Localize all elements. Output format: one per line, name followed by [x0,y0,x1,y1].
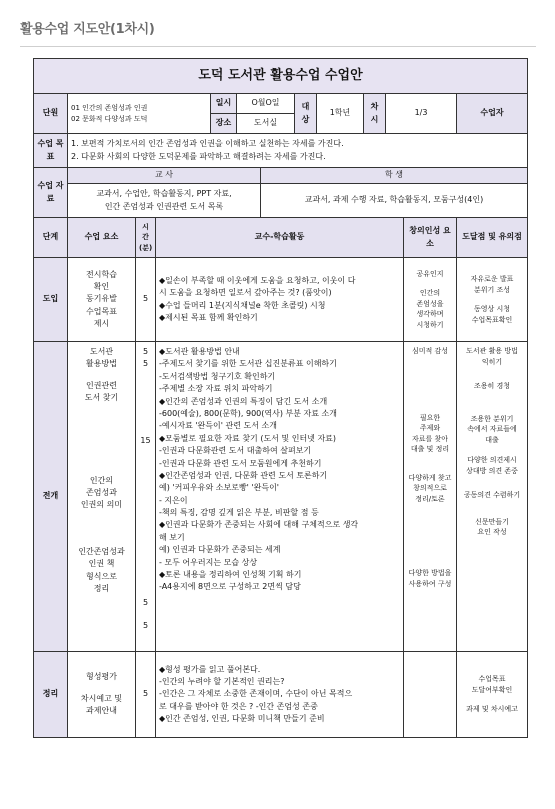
col-notes: 도달점 및 유의점 [457,218,528,258]
activity-line: 예) 인권과 다문화가 존중되는 세계 [159,545,281,555]
period-value: 1/3 [386,94,457,134]
activity-line: 예) '커피우유와 소보로빵' '완득이' [159,483,280,493]
stage-intro: 도입 [34,258,68,342]
date-label: 일시 [211,94,237,114]
plan-title: 도덕 도서관 활용수업 수업안 [34,59,528,94]
lesson-plan-table [33,58,528,738]
element-line: 존엄성과 [86,487,117,497]
note-line: 동영상 시청 [473,305,511,313]
element-line: 도서관 [89,347,114,356]
closing-elements [68,652,136,738]
element-line: 형성평가 [86,672,117,682]
document-header: 활용수업 지도안(1차시) [20,22,155,37]
activity-line: -600(예술), 800(문학), 900(역사) 부분 자료 소개 [159,408,337,418]
note-line: 다양한 의견제시 [467,456,517,464]
col-stage: 단계 [34,218,68,258]
activity-line: -인간의 누려야 할 기본적인 권리는? [159,676,285,686]
col-creative: 창의인성 요소 [404,218,457,258]
unit-lesson-2: 02 문화적 다양성과 도덕 [71,114,148,123]
creative-line: 시청하기 [416,320,444,329]
element-line: 인권 책 [88,559,115,569]
intro-notes [457,258,528,342]
creative-line: 존엄성을 [416,299,444,308]
element-line: 확인 [93,281,110,291]
creative-line: 사용하여 구성 [408,579,452,588]
activity-line: 시 도움을 요청하면 일로서 갚아주는 것? (품앗이) [159,288,332,298]
element-line: 정리 [93,583,110,593]
activity-line: ◆인권과 다문화가 존중되는 사회에 대해 구체적으로 생각 [159,520,359,530]
activity-line: - 모두 어우러지는 모습 상상 [159,557,258,567]
header-divider [20,46,536,47]
note-line: 수업목표확인 [471,315,513,324]
col-activity: 교수-학습활동 [156,218,404,258]
creative-line: 생각하며 [416,310,444,319]
element-line: 제시 [93,319,110,329]
activity-line: 해 보기 [159,532,185,542]
creative-line: 다양하게 찾고 [408,473,452,482]
creative-line: 필요한 [419,413,441,422]
activity-line: -책의 특징, 감명 깊게 읽은 부분, 비판할 점 등 [159,508,319,518]
unit-lesson-1: 01 인간의 존엄성과 인권 [71,104,148,112]
element-line: 전시학습 [86,269,117,279]
note-line: 자유로운 발표 [470,275,514,283]
stage-development: 전개 [34,342,68,652]
stage-closing: 정리 [34,652,68,738]
time-value: 5 [142,620,149,630]
goal-item: 1. 보편적 가치로서의 인간 존엄성과 인권을 이해하고 실천하는 자세를 가진다. [71,139,344,149]
activity-line: - 지은이 [159,495,188,505]
closing-time: 5 [136,652,156,738]
materials-teacher-header: 교 사 [68,168,261,184]
element-line: 활용방법 [86,359,117,369]
goals-list [68,134,528,168]
teacher-label: 수업자 [457,94,528,134]
note-line: 공동의견 수렴하기 [463,491,521,499]
activity-line: ◆수업 들머리 1분(지식채널e 착한 초콜릿) 시청 [159,300,326,310]
note-line: 조용히 경청 [473,382,511,390]
col-element: 수업 요소 [68,218,136,258]
date-value: O월O일 [237,94,295,114]
activity-line: ◆모둠별로 필요한 자료 찾기 (도서 및 인터넷 자료) [159,433,337,443]
element-line: 차시예고 및 [80,693,123,703]
activity-line: ◆인간존엄성과 인권, 다문화 관련 도서 토론하기 [159,470,328,480]
development-creative [404,342,457,652]
development-notes [457,342,528,652]
creative-line: 자료를 찾아 [411,434,449,443]
period-label: 차시 [364,94,386,134]
closing-activities [156,652,404,738]
target-value: 1학년 [317,94,364,134]
activity-line: 로 대우를 받아야 한 것은 ? -인간 존엄성 존중 [159,701,318,711]
development-times [136,342,156,652]
note-line: 과제 및 차시예고 [466,705,518,714]
unit-label: 단원 [34,94,68,134]
element-line: 인권관련 [86,380,117,390]
element-line: 도서 찾기 [84,393,119,403]
place-label: 장소 [211,114,237,134]
creative-line: 인간의 [419,289,441,298]
note-line: 대출 [485,435,499,444]
element-line: 인권의 의미 [80,500,123,510]
intro-time: 5 [136,258,156,342]
element-line: 인간존엄성과 [78,546,125,556]
note-line: 익히기 [481,357,503,366]
activity-line: ◆토론 내용을 정리하여 인성책 기획 하기 [159,570,302,580]
note-line: 속에서 자료들에 [467,425,517,433]
activity-line: -인권과 다문화 관련 도서 모둠원에게 추천하기 [159,458,322,468]
materials-teacher-items [68,184,261,218]
element-line: 동기유발 [86,294,117,304]
unit-lessons [68,94,211,134]
activity-line: ◆인간 존엄성, 인권, 다문화 미니책 만들기 준비 [159,714,325,724]
materials-student-items: 교과서, 과제 수행 자료, 학습활동지, 모둠구성(4인) [261,184,528,218]
development-activities [156,342,404,652]
place-value: 도서실 [237,114,295,134]
materials-label: 수업 자료 [34,168,68,218]
goal-item: 2. 다문화 사회의 다양한 도덕문제를 파악하고 해결하려는 자세를 가진다. [71,151,326,161]
intro-creative [404,258,457,342]
development-elements [68,342,136,652]
creative-line: 심미적 감성 [411,347,449,355]
activity-line: ◆형성 평가를 읽고 풀어본다. [159,664,261,674]
activity-line: -예시자료 '완득이' 관련 도서 소개 [159,421,277,431]
note-line: 신문만들기 [475,517,509,526]
activity-line: -A4용지에 8면으로 구성하고 2면씩 담당 [159,582,301,592]
activity-line: -주제별 소장 자료 위치 파악하기 [159,384,273,394]
creative-line: 공유인지 [416,269,444,278]
creative-line: 정리/토론 [415,494,445,503]
time-value: 5 [142,347,149,356]
intro-activities [156,258,404,342]
activity-line: -인간은 그 자체로 소중한 존재이며, 수단이 아닌 목적으 [159,689,353,699]
note-line: 요인 작성 [477,528,507,536]
activity-line: ◆일손이 부족할 때 이웃에게 도움을 요청하고, 이웃이 다 [159,275,356,285]
activity-line: -주제도서 찾기를 위한 도서관 십진분류표 이해하기 [159,359,337,369]
element-line: 수업목표 [86,306,117,316]
creative-line: 다양한 방법을 [408,569,452,577]
note-line: 분위기 조성 [473,285,511,294]
activity-line: ◆인간의 존엄성과 인권의 특징이 담긴 도서 소개 [159,396,328,406]
col-time: 시간 (분) [136,218,156,258]
teacher-material-line: 인간 존엄성과 인권관련 도서 목록 [104,201,224,211]
activity-line: ◆제시된 목표 함께 확인하기 [159,312,258,322]
note-line: 수업목표 [478,675,506,684]
intro-elements [68,258,136,342]
creative-line: 창의적으로 [413,484,447,492]
time-value: 5 [142,598,149,608]
element-line: 과제안내 [86,706,117,716]
closing-creative [404,652,457,738]
element-line: 형식으로 [86,571,117,581]
goals-label: 수업 목표 [34,134,68,168]
note-line: 도서관 활용 방법 [466,347,518,355]
note-line: 조용한 분위기 [470,414,514,423]
activity-line: -도서검색방법 청구기호 확인하기 [159,371,276,381]
target-label: 대상 [295,94,317,134]
teacher-material-line: 교과서, 수업안, 학습활동지, PPT 자료, [96,189,232,199]
time-value: 15 [140,435,151,445]
time-value: 5 [142,359,149,369]
creative-line: 대출 및 정리 [410,445,450,453]
element-line: 인간의 [89,475,114,485]
closing-notes [457,652,528,738]
materials-student-header: 학 생 [261,168,528,184]
note-line: 도달여부확인 [471,685,513,694]
activity-line: ◆도서관 활용방법 안내 [159,347,240,356]
activity-line: -인권과 다문화관련 도서 대출하여 살펴보기 [159,446,312,456]
creative-line: 주제와 [419,424,441,432]
note-line: 상대방 의견 존중 [466,466,518,475]
